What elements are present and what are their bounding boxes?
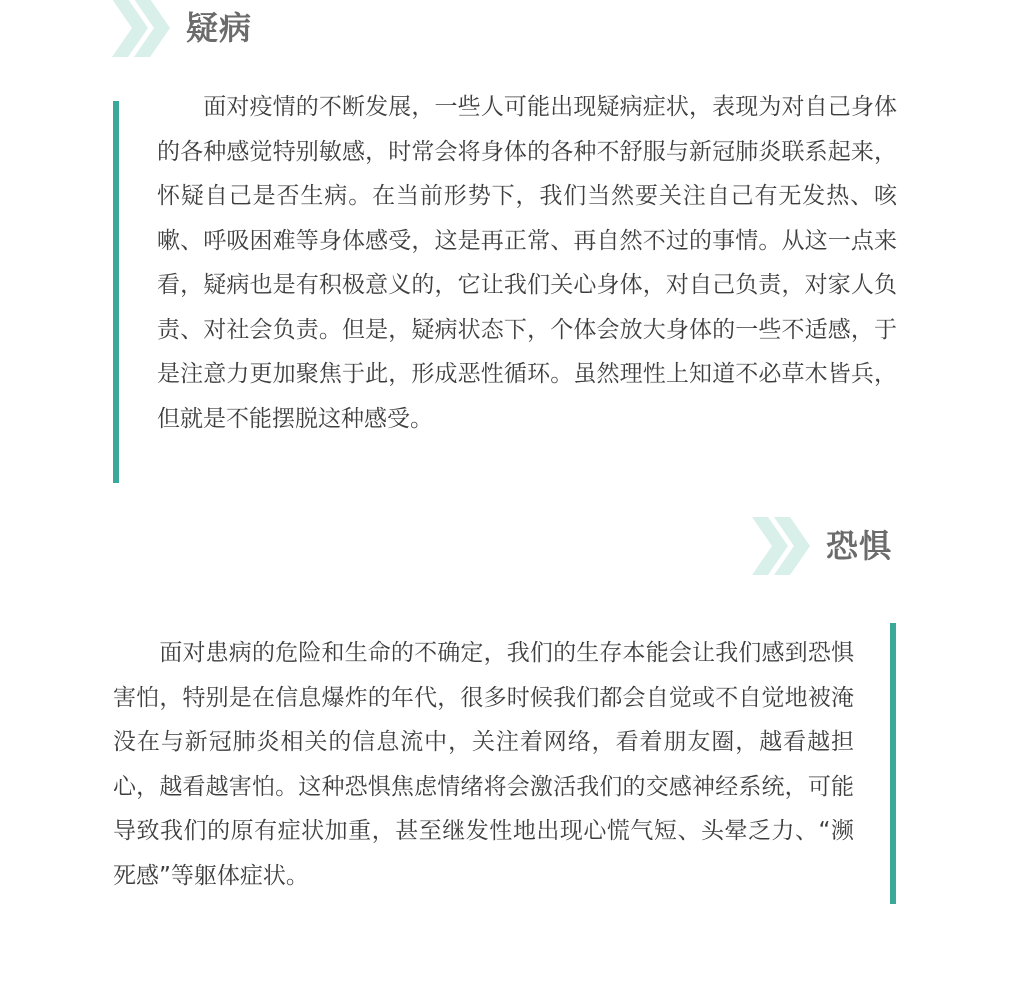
paragraph-fear: 面对患病的危险和生命的不确定，我们的生存本能会让我们感到恐惧害怕，特别是在信息爆炸的年代，很多时候我们都会自觉或不自觉地被淹没在与新冠肺炎相关的信息流中，关注着网络，看着朋友圈，越看越担心，越看越害怕。这种恐惧焦虑情绪将会激活我们的交感神经系统，可能导致我们的原有症状加重，甚至继发性地出现心慌气短、头晕乏力、“濒死感”等躯体症状。 [113,640,854,889]
section-heading-hypochondria [112,0,252,56]
section-heading-fear [752,516,892,576]
double-chevron-right-icon [752,517,816,575]
accent-bar-right [890,623,896,904]
paragraph-hypochondria: 面对疫情的不断发展，一些人可能出现疑病症状，表现为对自己身体的各种感觉特别敏感，时常会将身体的各种不舒服与新冠肺炎联系起来，怀疑自己是否生病。在当前形势下，我们当然要关注自己有无发热、咳嗽、呼吸困难等身体感受，这是再正常、再自然不过的事情。从这一点来看，疑病也是有积极意义的，它让我们关心身体，对自己负责，对家人负责、对社会负责。但是，疑病状态下，个体会放大身体的一些不适感，于是注意力更加聚焦于此，形成恶性循环。虽然理性上知道不必草木皆兵，但就是不能摆脱这种感受。 [157,94,897,432]
accent-bar-left [113,101,119,483]
section-title-fear: 恐惧 [826,527,893,565]
section-title-hypochondria: 疑病 [186,9,253,47]
double-chevron-right-icon [112,0,176,57]
